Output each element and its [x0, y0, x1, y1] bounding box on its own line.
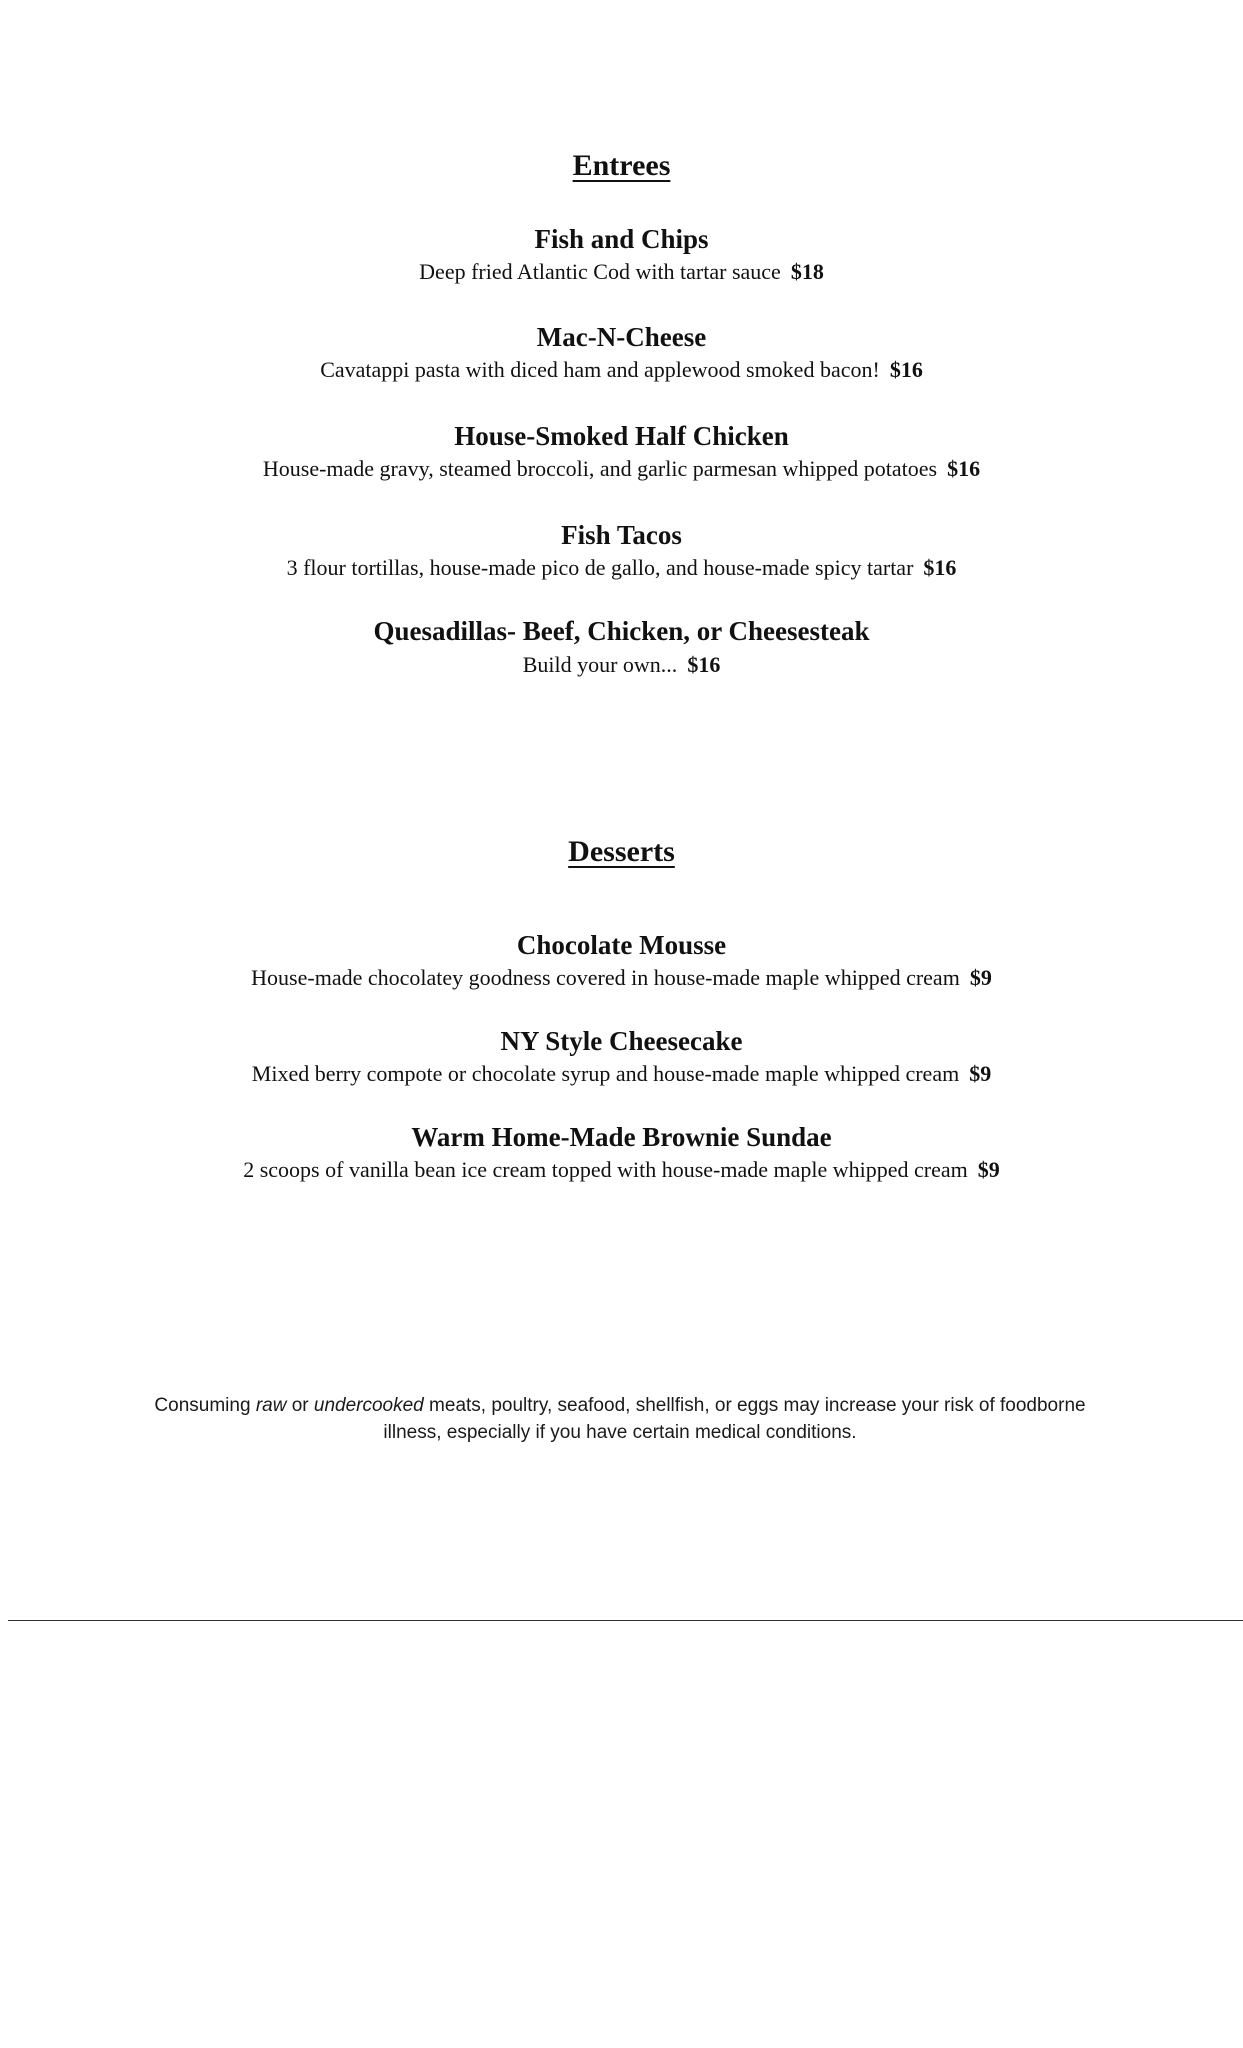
item-desc-text: Deep fried Atlantic Cod with tartar sauce — [419, 259, 781, 284]
item-price: $16 — [947, 456, 981, 481]
item-price: $18 — [790, 259, 824, 284]
item-description — [0, 1157, 1243, 1183]
item-name-half-chicken: House-Smoked Half Chicken — [454, 421, 789, 451]
item-name-chocolate-mousse: Chocolate Mousse — [516, 930, 727, 960]
item-name-fish-and-chips: Fish and Chips — [534, 224, 709, 254]
item-description — [0, 1061, 1243, 1087]
item-price: $9 — [969, 1061, 992, 1086]
item-description — [0, 357, 1243, 383]
item-description — [0, 456, 1243, 482]
item-name-brownie-sundae: Warm Home-Made Brownie Sundae — [411, 1122, 832, 1152]
item-desc-text: Cavatappi pasta with diced ham and applewood smoked bacon! — [320, 357, 880, 382]
item-desc-text: House-made chocolatey goodness covered in house-made maple whipped cream — [251, 965, 960, 990]
item-price: $16 — [687, 652, 721, 677]
warning-raw: raw — [255, 1395, 287, 1416]
item-desc-text: House-made gravy, steamed broccoli, and garlic parmesan whipped potatoes — [262, 456, 938, 481]
item-desc-text: 3 flour tortillas, house-made pico de gallo, and house-made spicy tartar — [286, 555, 914, 580]
item-name-ny-cheesecake: NY Style Cheesecake — [500, 1026, 743, 1056]
warning-text: meats, poultry, seafood, shellfish, or eggs may increase your risk of foodborne illness, especially if you have certain medical conditions. — [383, 1395, 1086, 1443]
warning-text: or — [286, 1395, 314, 1416]
item-price: $9 — [969, 965, 992, 990]
item-description — [0, 555, 1243, 581]
item-description — [0, 259, 1243, 285]
item-desc-text: Build your own... — [522, 652, 678, 677]
item-description — [0, 965, 1243, 991]
desserts-heading: Desserts — [568, 835, 675, 868]
item-desc-text: 2 scoops of vanilla bean ice cream topped with house-made maple whipped cream — [243, 1157, 968, 1182]
entrees-heading: Entrees — [572, 149, 671, 182]
item-desc-text: Mixed berry compote or chocolate syrup and house-made maple whipped cream — [251, 1061, 960, 1086]
item-name-quesadillas: Quesadillas- Beef, Chicken, or Cheesesteak — [373, 616, 870, 646]
warning-text: Consuming — [154, 1395, 256, 1416]
item-description — [0, 652, 1243, 678]
item-price: $16 — [923, 555, 957, 580]
item-name-fish-tacos: Fish Tacos — [561, 520, 682, 550]
item-price: $16 — [889, 357, 923, 382]
food-safety-warning — [150, 1392, 1090, 1446]
item-name-mac-n-cheese: Mac-N-Cheese — [536, 322, 707, 352]
warning-undercooked: undercooked — [313, 1395, 424, 1416]
page-divider — [8, 1620, 1243, 1621]
item-price: $9 — [977, 1157, 1000, 1182]
